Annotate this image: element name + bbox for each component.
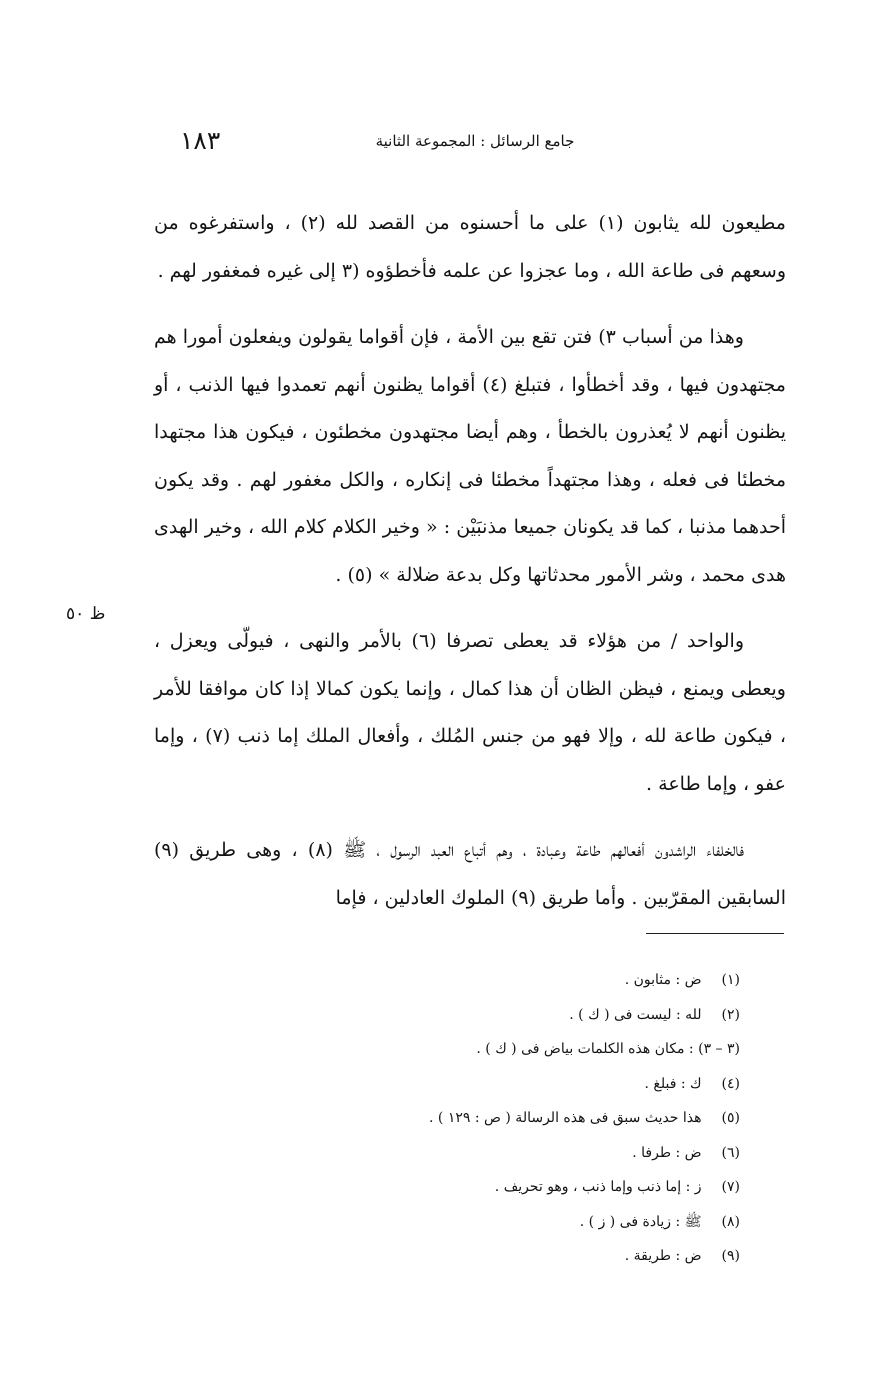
footnote (330, 1205, 740, 1240)
footnote (330, 1239, 740, 1274)
running-title: جامع الرسائل : المجموعة الثانية (375, 132, 575, 150)
footnote-divider (646, 933, 784, 934)
footnote-text: ض : طريقة . (624, 1248, 702, 1264)
footnote-text: ﷺ : زيادة فى ( ز ) . (579, 1213, 702, 1230)
paragraph: والواحد / من هؤلاء قد يعطى تصرفا (٦) بالأمر والنهى ، فيولّى ويعزل ، ويعطى ويمنع ، فيظن الظان أن هذا كمال ، وإنما يكون كمالا إذا كان موافقا للأمر ، فيكون طاعة لله ، وإلا فهو من جنس المُلك ، وأفعال الملك إما ذنب (٧) ، وإما عفو ، وإما طاعة . (154, 630, 786, 795)
footnote-text: ض : مثابون . (624, 972, 702, 988)
footnote-number: (٦) (721, 1144, 740, 1161)
page-number: ١٨٣ (180, 126, 221, 155)
footnote-text: ض : طرفا . (632, 1144, 702, 1161)
footnote-number: (٥) (721, 1110, 740, 1126)
footnote (330, 1032, 740, 1067)
footnote-number: (٨) (721, 1213, 740, 1230)
paragraph: مطيعون لله يثابون (١) على ما أحسنوه من القصد لله (٢) ، واستفرغوه من وسعهم فى طاعة الله ، وما عجزوا عن علمه فأخطؤوه (٣ إلى غيره فمغفور لهم . (154, 212, 786, 282)
footnote-number: (٣ – ٣) (698, 1041, 740, 1057)
paragraph: وهذا من أسباب ٣) فتن تقع بين الأمة ، فإن أقواما يقولون ويفعلون أمورا هم مجتهدون فيها ، وقد أخطأوا ، فتبلغ (٤) أقواما يظنون أنهم تعمدوا فيها الذنب ، أو يظنون أنهم لا يُعذرون بالخطأ ، وهم أيضا مجتهدون مخطئون ، فيكون هذا مجتهدا مخطئا فى فعله ، وهذا مجتهداً مخطئا فى إنكاره ، والكل مغفور لهم . وقد يكون أحدهما مذنبا ، كما قد يكونان جميعا مذنبَيْن : « وخير الكلام كلام الله ، وخير الهدى هدى محمد ، وشر الأمور محدثاتها وكل بدعة ضلالة » (٥) . (154, 326, 786, 586)
footnote-text: : مكان هذه الكلمات بياض فى ( ك ) . (476, 1041, 694, 1057)
paragraph: فالخلفاء الراشدون أفعالهم طاعة وعبادة ، وهم أتباع العبد الرسول ، ﷺ (٨) ، وهى طريق (٩) السابقين المقرّبين . وأما طريق (٩) الملوك العادلين ، فإما (154, 839, 786, 909)
footnote-text: ز : إما ذنب وإما ذنب ، وهو تحريف . (494, 1179, 702, 1195)
footnote-number: (٢) (721, 1006, 740, 1023)
footnote (330, 1067, 740, 1102)
footnote-text: لله : ليست فى ( ك ) . (569, 1006, 702, 1023)
footnote (330, 1170, 740, 1205)
footnote-number: (٧) (721, 1179, 740, 1195)
footnote (330, 963, 740, 998)
footnote (330, 1101, 740, 1136)
footnotes-list (330, 963, 740, 1274)
main-text (154, 200, 786, 941)
footnote-number: (٩) (721, 1248, 740, 1264)
footnote (330, 1136, 740, 1171)
running-header (150, 126, 790, 160)
manuscript-folio-marker: ظ ٥٠ (66, 604, 106, 624)
footnote-number: (٤) (721, 1075, 740, 1092)
footnote-number: (١) (721, 972, 740, 988)
footnote-text: هذا حديث سبق فى هذه الرسالة ( ص : ١٢٩ ) . (429, 1110, 702, 1126)
footnote (330, 998, 740, 1033)
footnote-text: ك : فبلغ . (644, 1075, 702, 1092)
